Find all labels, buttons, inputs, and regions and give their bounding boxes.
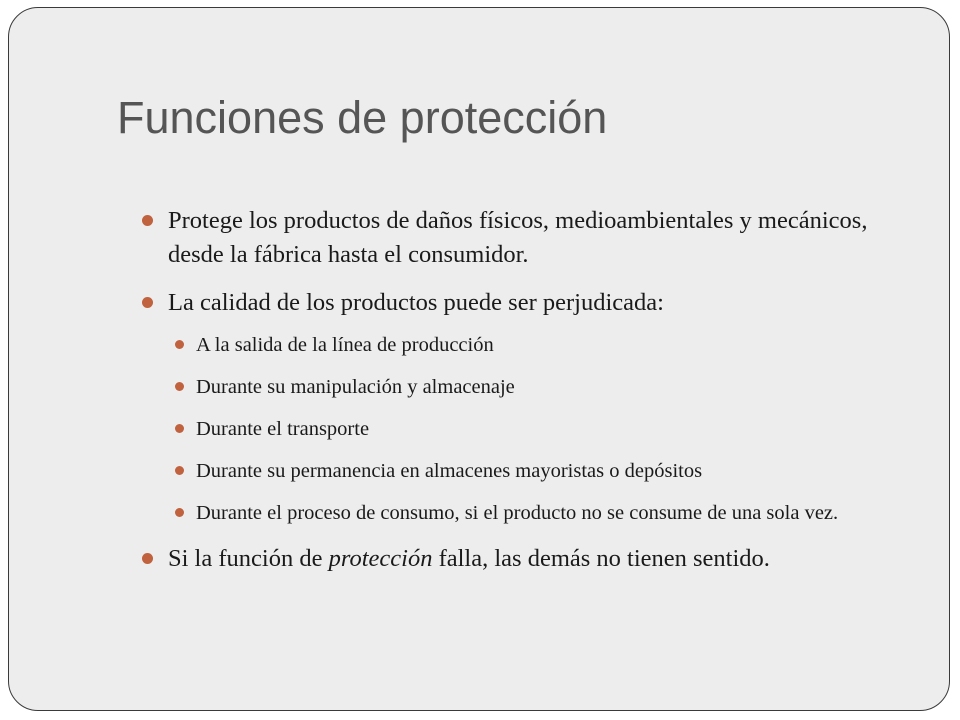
bullet-list [142,204,922,590]
sub-bullet-item [143,414,922,444]
bullet-item [142,286,922,528]
sub-bullet-list [143,330,922,528]
bullet-item [142,542,922,576]
bullet-dot-icon [175,424,184,433]
bullet-text-italic: protección [328,545,433,572]
bullet-text: La calidad de los productos puede ser perjudicada: [168,289,664,316]
bullet-dot-icon [175,508,184,517]
sub-bullet-text: Durante el proceso de consumo, si el producto no se consume de una sola vez. [196,502,839,524]
bullet-dot-icon [142,297,153,308]
bullet-dot-icon [175,466,184,475]
bullet-text-before: Si la función de [168,545,329,572]
sub-bullet-item [143,498,922,528]
sub-bullet-item [143,330,922,360]
bullet-dot-icon [175,340,184,349]
sub-bullet-item [143,372,922,402]
sub-bullet-item [143,456,922,486]
bullet-dot-icon [175,382,184,391]
sub-bullet-text: Durante su permanencia en almacenes mayoristas o depósitos [196,460,703,482]
bullet-dot-icon [142,553,153,564]
slide-title: Funciones de protección [117,92,608,143]
bullet-item [142,204,922,272]
bullet-text: Protege los productos de daños físicos, medioambientales y mecánicos, desde la fábrica hasta el consumidor. [168,207,868,268]
sub-bullet-text: Durante el transporte [196,418,370,440]
sub-bullet-text: A la salida de la línea de producción [196,334,494,356]
sub-bullet-text: Durante su manipulación y almacenaje [196,376,515,398]
slide [8,7,950,711]
bullet-dot-icon [142,215,153,226]
bullet-text-after: falla, las demás no tienen sentido. [432,545,770,572]
